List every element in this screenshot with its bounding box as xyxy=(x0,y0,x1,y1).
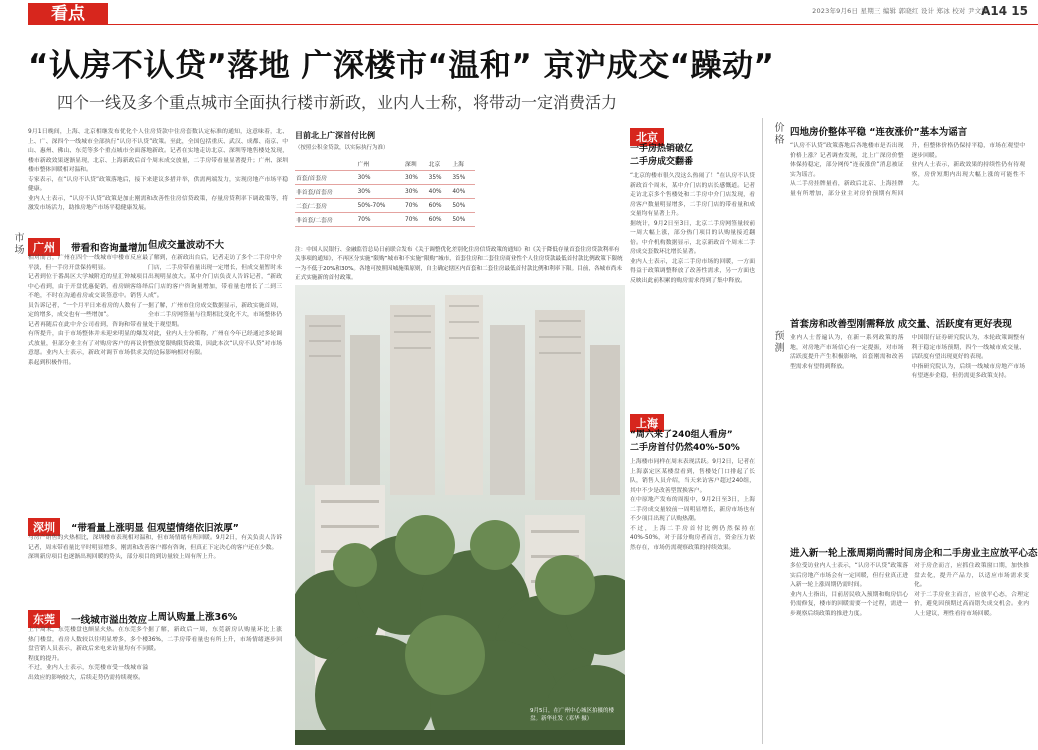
article-paragraph: 从二手房挂牌量看，新政后北京、上海挂牌量有所增加，部分业主对房价预期有所回升，但整体价格仍保持平稳，市场在观望中逐步回暖。 xyxy=(790,143,1025,197)
table-cell: 70% xyxy=(357,213,404,227)
table-header-row xyxy=(295,157,475,171)
table-cell: 35% xyxy=(451,171,475,185)
table-row xyxy=(295,171,475,185)
article-paragraph: 不过，上海二手房首付比例仍然保持在40%-50%，对于部分购房者而言，资金压力依然存在，市场仍需观察政策的持续效果。 xyxy=(630,525,755,551)
article-paragraph: 对于房企而言，应抓住政策窗口期，加快推盘去化，提升产品力，以适应市场需求变化。 xyxy=(914,563,1029,588)
table-cell: 首套/首套房 xyxy=(295,171,357,185)
table-row xyxy=(295,199,475,213)
lead-paragraph: 9月1日晚间，上海、北京相继发布优化个人住房贷款中住房套数认定标准的通知，这意味着，北、上、广、深四个一线城市全部执行“认房不认贷”政策。至此，全国包括重庆、武汉、成都、南京、中山、惠州、佛山、东莞等多个重点城市全面落地新政。记者在实地走访北京、深圳等地售楼处发现，楼市新政效果逐渐显现，北京、上海新政后首个周末成交放量，二手房带看量显著提升；广州、深圳楼市整体回暖相对温和。 xyxy=(28,129,288,173)
article-paragraph: 中指研究院认为，后续一线城市房地产市场有望逐步企稳，但仍需更多政策支持。 xyxy=(911,363,1025,379)
city-photo-illustration xyxy=(295,285,625,745)
secondhand-section-title: 房企和二手房业主应放平心态 xyxy=(914,548,1038,559)
table-cell: 50% xyxy=(451,199,475,213)
down-payment-table xyxy=(295,157,475,227)
article-paragraph: 对此，业内人士分析称，广州在今年已经通过多轮调整放宽限购限贷政策，因此本次“认房不认贷”对市场的边际影响相对有限。 xyxy=(148,331,282,356)
weekly-text xyxy=(148,626,282,744)
headline: “认房不认贷”落地 广深楼市“温和” 京沪成交“躁动” xyxy=(28,48,775,84)
article-paragraph: 据统计，9月2日至3日，北京二手房网签量较前一周大幅上涨，部分热门项目的认购量接近翻倍。中介机构数据显示，北京新政首个周末二手房成交套数环比增长显著。 xyxy=(630,220,755,255)
masthead-rule xyxy=(108,24,1038,25)
table-cell: 35% xyxy=(428,171,452,185)
beijing-title-2: 二手房成交翻番 xyxy=(630,157,694,167)
article-paragraph: 多位受访业内人士表示，“认房不认贷”政策落实后房地产市场会有一定回暖，但行业真正进入新一轮上涨周期仍需时间。 xyxy=(790,563,908,588)
article-paragraph: 深圳新房项目也逐渐出现回暖的势头，部分项目的到访量较上周有所上升。 xyxy=(28,554,220,560)
column-divider xyxy=(762,118,763,744)
table-cell: 40% xyxy=(451,185,475,199)
subhead: 四个一线及多个重点城市全面执行楼市新政，业内人士称，将带动一定消费活力 xyxy=(57,93,618,112)
forecast-section-title: 首套房和改善型刚需释放 成交量、活跃度有更好表现 xyxy=(790,319,1012,330)
table-header: 北京 xyxy=(428,157,452,171)
table-header: 深圳 xyxy=(404,157,428,171)
guangzhou-text xyxy=(28,254,148,506)
masthead-meta: 2023年9月6日 星期三 编辑 郭晓红 设计 郑冰 校对 尹文静 xyxy=(812,7,988,15)
city-tag-shanghai: 上海 xyxy=(630,414,664,432)
shanghai-text xyxy=(630,458,755,744)
table-cell: 60% xyxy=(428,213,452,227)
city-tag-dongguan: 东莞 xyxy=(28,610,60,628)
weekly-title: 上周认购量上涨36% xyxy=(148,612,238,623)
article-paragraph: 业内人士表示，北京二手房市场的回暖，一方面得益于政策调整释放了改善性需求，另一方面也反映出此前积累的购房需求得到了集中释放。 xyxy=(630,258,755,284)
beijing-title-1: 一手房热销破亿 xyxy=(630,144,694,154)
table-cell: 二套/二套房 xyxy=(295,199,357,213)
article-paragraph: 对于二手房业主而言，应放平心态，合理定价，避免因预期过高而错失成交机会。业内人士建议，理性看待市场回暖。 xyxy=(914,591,1029,617)
price-section-text xyxy=(790,142,1025,312)
city-tag-guangzhou: 广州 xyxy=(28,238,60,256)
table-cell: 30% xyxy=(404,171,428,185)
article-paragraph: 在中原地产发布的周报中，9月2日至3日，上海二手房成交量较前一周明显增长，新房市场也有不少项目出现了认购热潮。 xyxy=(630,497,755,522)
table-cell: 50%-70% xyxy=(357,199,404,213)
city-tag-beijing: 北京 xyxy=(630,128,664,146)
cycle-section-title: 进入新一轮上涨周期尚需时间 xyxy=(790,548,914,559)
dongguan-header xyxy=(28,608,147,628)
down-payment-table-box xyxy=(295,130,475,227)
table-cell: 60% xyxy=(428,199,452,213)
dongguan-title: 一线城市溢出效应 xyxy=(71,615,148,626)
lead-paragraph: 业内人士表示，“认房不认贷”政策是加止刚需和改善性住房信贷政策，存量房贷利率下调政策等，将激发市场活力，助推房地产市场平稳健康发展。 xyxy=(28,195,288,211)
lead-text xyxy=(28,128,288,228)
guangzhou-title: 带看和咨询量增加 xyxy=(71,243,148,254)
masthead xyxy=(0,0,1038,24)
table-cell: 30% xyxy=(357,171,404,185)
guangzhou-text-2 xyxy=(148,254,282,506)
table-row xyxy=(295,185,475,199)
table-row xyxy=(295,213,475,227)
article-paragraph: 中国银行证券研究院认为，本轮政策调整有利于稳定市场预期，四个一线城市成交量、活跃度有望出现更好的表现。 xyxy=(911,335,1025,360)
article-paragraph: 与房产销售的火热相比，深圳楼市表现相对温和，但市场情绪有所回暖。9月2日，有关负责人告诉记者，周末带看量比平时明显增多，刚需和改善客户都有咨询，但真正下定决心的客户还在少数。 xyxy=(28,535,282,551)
section-tab: 看点 xyxy=(28,3,108,25)
price-section-title: 四地房价整体平稳 “连夜涨价”基本为谣言 xyxy=(790,127,968,138)
article-paragraph: 业内人士指出，目前居民收入预期和购房信心仍需修复，楼市的回暖需要一个过程，需进一步观察后续政策的推进力度。 xyxy=(790,591,908,617)
article-paragraph: 据了解，新政后一周，东莞新房认购量环比上涨36%，二手房带看量也有所上升，市场情绪逐步回暖。 xyxy=(148,627,282,652)
article-paragraph: 不过，业内人士表示，东莞楼市受一线城市溢出效应的影响较大，后续走势仍需持续观察。 xyxy=(28,665,148,681)
table-cell: 70% xyxy=(404,199,428,213)
table-cell: 50% xyxy=(451,213,475,227)
article-paragraph: 相对而言，广州在四个一线城市中楼市反应最平淡，但一手房开盘保持明显。 xyxy=(28,255,148,271)
table-title: 目前北上广深首付比例 xyxy=(295,131,375,140)
guangzhou-header xyxy=(28,236,147,256)
article-paragraph: 业内人士普遍认为，在新一系列政策的落地，对房地产市场信心有一定提振，对市场活跃度提升产生积极影响，首套刚需和改善型需求有望得到释放。 xyxy=(790,335,904,370)
table-cell: 30% xyxy=(357,185,404,199)
article-paragraph: 了解到，在新政出台后，记者走访了多个二手房中介门店，二手房带看量出现一定增长，但成交量暂时未出现明显放大。某中介门店负责人告诉记者，“新政后门店的客户咨询量增加，带看量也增长了二到三成”。 xyxy=(148,255,282,299)
article-paragraph: “北京的楼市很久没这么热闹了！”在认房不认贷新政首个周末，某中介门店的店长感慨道。记者走访北京多个售楼处和二手房中介门店发现，看房客户数量明显增多，二手房门店的带看量和成交量均有显著上升。 xyxy=(630,173,755,217)
article-paragraph: 上个周末，东莞楼盘也颇显火热。在东莞多个热门楼盘，看房人数较以往明显增多，多个楼盘营销人员表示，新政后来电来访量均有不同程度的提升。 xyxy=(28,627,148,662)
table-subtitle: （按照公积金贷款，以实际执行为准） xyxy=(295,145,389,151)
shenzhen-header xyxy=(28,516,239,536)
cycle-section-text xyxy=(790,562,908,744)
table-cell: 非首套/二套房 xyxy=(295,213,357,227)
table-header xyxy=(295,157,357,171)
shanghai-title-2: 二手房首付仍然40%-50% xyxy=(630,443,740,453)
shenzhen-text xyxy=(28,534,282,600)
side-label-market: 市场 xyxy=(12,232,23,256)
forecast-section-text xyxy=(790,334,1025,534)
table-note: 注：中国人民银行、金融监管总局日前联合发布《关于调整优化差别化住房信贷政策的通知》和《关于降低存量首套住房贷款利率有关事项的通知》，不再区分实施“限购”城市和不实施“限购”城市，首套住房和二套住房商业性个人住房贷款最低首付款比例政策下限统一为不低于20%和30%。各地可按照因城施策原则，自主确定辖区内首套和二套住房最低首付款比例和利率下限。目前，各城市尚未正式实施新的首付政策。 xyxy=(295,247,623,281)
table-cell: 30% xyxy=(404,185,428,199)
table-header: 广州 xyxy=(357,157,404,171)
guangzhou-title-2: 但成交量波动不大 xyxy=(148,240,225,251)
article-paragraph: 记者再随后在此中介公司看到，咨询和带看量有所提升，由于市场整体并未迎来明显的爆发式放量，但部分业主有了对购房客户的再议价意愿。业内人士表示，新政对调节市场供求关系起到积极作用。 xyxy=(28,321,148,366)
table-cell: 40% xyxy=(428,185,452,199)
table-cell: 非首套/首套房 xyxy=(295,185,357,199)
article-paragraph: 上海楼市同样在周末表现活跃。9月2日，记者在上海嘉定区某楼盘看到，售楼处门口排起了长队，销售人员介绍，当天来访客户超过240组，其中不少是改善型置换客户。 xyxy=(630,459,755,494)
article-paragraph: 记者到位于番禺区大学城附近的星汇钟城项目中心看到，由于开盘优惠促销，看房顾客络绎不绝，不时在沟通看房或交谈签意中。销售人员告诉记者，“一个月平日来看房的人数有了一定的增多，成交也有一些增加”。 xyxy=(28,274,148,318)
table-header: 上海 xyxy=(451,157,475,171)
shanghai-title-1: “周六来了240组人看房” xyxy=(630,430,733,440)
side-label-forecast: 预测 xyxy=(772,330,783,354)
article-paragraph: 据了解，广州市住房成交数据显示，新政实施首周，全市二手房网签量与往期相比变化不大，市场整体仍处于观望期。 xyxy=(148,302,282,328)
side-label-price: 价格 xyxy=(772,122,783,146)
city-photo xyxy=(295,285,625,745)
beijing-text xyxy=(630,172,755,404)
article-paragraph: “认房不认贷”政策落地后各地楼市是否出现价格上涨？记者调查发现，北上广深房价整体保持稳定，部分网传“连夜涨价”消息被证实为谣言。 xyxy=(790,143,904,178)
dongguan-text xyxy=(28,626,148,744)
photo-caption: 9月5日，在广州中心城区拍摄的楼盘。新华社发（邓华 摄） xyxy=(530,708,614,722)
city-tag-shenzhen: 深圳 xyxy=(28,518,60,536)
secondhand-section-text xyxy=(914,562,1029,744)
table-cell: 70% xyxy=(404,213,428,227)
page-number: A14 15 xyxy=(981,4,1028,18)
shenzhen-title: “带看量上涨明显 但观望情绪依旧浓厚” xyxy=(71,523,239,534)
article-paragraph: 业内人士表示，新政效果的持续性仍有待观察，房价短期内出现大幅上涨的可能性不大。 xyxy=(911,162,1025,187)
lead-paragraph: 专家表示，在“认房不认贷”政策落地后，接下来建议多措并举，供需两端发力，实现房地产市场平稳健康。 xyxy=(28,176,288,192)
